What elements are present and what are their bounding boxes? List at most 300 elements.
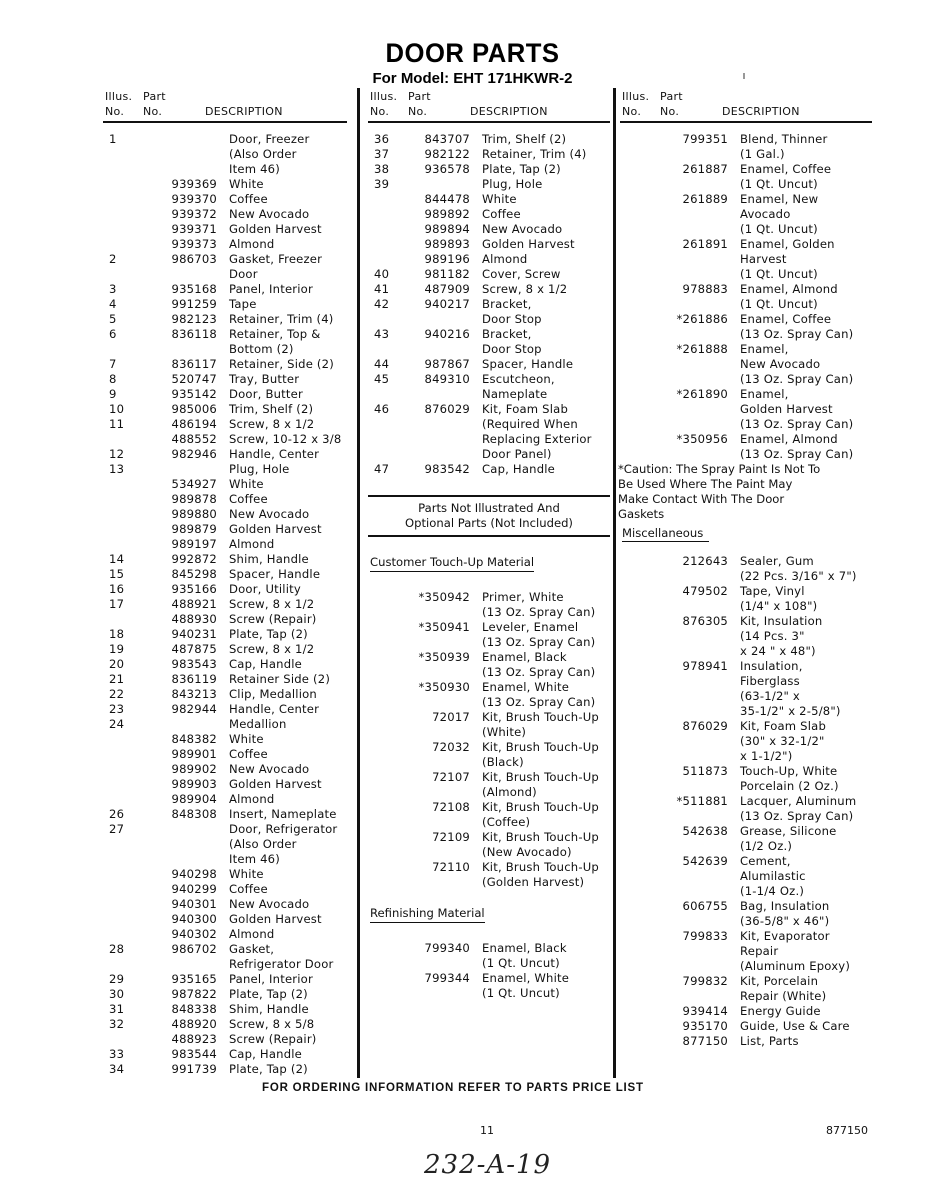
part-row: [105, 477, 347, 492]
part-row: [105, 912, 347, 927]
part-description: Tape: [229, 297, 257, 311]
part-description: Coffee: [229, 492, 268, 506]
header-rule: [620, 121, 872, 123]
part-row: [370, 941, 610, 971]
part-description: Enamel, Black (13 Oz. Spray Can): [482, 650, 596, 679]
part-number: 982123: [171, 312, 217, 326]
part-number: 72109: [432, 830, 470, 844]
column-divider: [613, 88, 616, 1078]
part-row: [105, 1062, 347, 1077]
part-number: 799351: [682, 132, 728, 146]
part-row: [622, 794, 872, 824]
part-description: Almond: [229, 237, 275, 251]
illus-number: 5: [109, 312, 117, 326]
part-description: Enamel, White (1 Qt. Uncut): [482, 971, 570, 1000]
part-number: 985006: [171, 402, 217, 416]
part-row: [370, 207, 610, 222]
part-number: 488920: [171, 1017, 217, 1031]
part-number: 940231: [171, 627, 217, 641]
part-description: Coffee: [482, 207, 521, 221]
part-row: [370, 800, 610, 830]
part-description: Golden Harvest: [229, 522, 322, 536]
illus-number: 16: [109, 582, 125, 596]
part-row: [105, 822, 347, 867]
illus-number: 38: [374, 162, 390, 176]
part-number: 799833: [682, 929, 728, 943]
part-row: [105, 507, 347, 522]
header-description: DESCRIPTION: [470, 105, 548, 118]
part-row: [370, 192, 610, 207]
part-row: [105, 897, 347, 912]
part-row: [105, 552, 347, 567]
part-description: Door, Freezer (Also Order Item 46): [229, 132, 310, 176]
header-part: Part: [408, 90, 431, 103]
header-part-no: No.: [408, 105, 428, 118]
part-description: Shim, Handle: [229, 1002, 309, 1016]
part-description: Almond: [229, 537, 275, 551]
part-description: Golden Harvest: [482, 237, 575, 251]
part-description: Cap, Handle: [229, 657, 303, 671]
part-row: [370, 237, 610, 252]
part-row: [370, 132, 610, 147]
part-number: 488923: [171, 1032, 217, 1046]
part-row: [370, 770, 610, 800]
part-row: [105, 312, 347, 327]
part-number: *350942: [418, 590, 470, 604]
part-row: [622, 554, 872, 584]
part-row: [370, 971, 610, 1001]
part-number: 986703: [171, 252, 217, 266]
part-description: Coffee: [229, 192, 268, 206]
part-number: 72108: [432, 800, 470, 814]
touchup-list: [370, 590, 610, 890]
part-number: 876029: [682, 719, 728, 733]
illus-number: 10: [109, 402, 125, 416]
part-row: [370, 267, 610, 282]
part-description: White: [229, 177, 264, 191]
part-number: 486194: [171, 417, 217, 431]
part-description: Panel, Interior: [229, 972, 313, 986]
column-header: [622, 90, 872, 122]
part-number: 72017: [432, 710, 470, 724]
part-row: [622, 614, 872, 659]
part-row: [622, 432, 872, 462]
part-number: 987867: [424, 357, 470, 371]
illus-number: 41: [374, 282, 390, 296]
illus-number: 27: [109, 822, 125, 836]
header-part: Part: [143, 90, 166, 103]
header-rule: [103, 121, 347, 123]
part-row: [370, 177, 610, 192]
part-number: 836119: [171, 672, 217, 686]
part-number: 939372: [171, 207, 217, 221]
part-description: Plate, Tap (2): [229, 1062, 308, 1076]
part-row: [622, 824, 872, 854]
part-row: [105, 1017, 347, 1032]
part-number: 989904: [171, 792, 217, 806]
part-description: Energy Guide: [740, 1004, 821, 1018]
part-description: Kit, Insulation (14 Pcs. 3" x 24 " x 48"): [740, 614, 823, 658]
part-number: 939414: [682, 1004, 728, 1018]
part-number: 848382: [171, 732, 217, 746]
part-row: [105, 567, 347, 582]
part-description: Handle, Center: [229, 702, 320, 716]
touchup-section-title: Customer Touch-Up Material: [370, 555, 534, 572]
not-illustrated-note: Parts Not Illustrated And Optional Parts (Not Included): [368, 495, 610, 537]
column-header: [370, 90, 610, 122]
part-description: Touch-Up, White Porcelain (2 Oz.): [740, 764, 839, 793]
part-description: Escutcheon, Nameplate: [482, 372, 555, 401]
part-description: Kit, Brush Touch-Up (Golden Harvest): [482, 860, 599, 889]
part-description: Coffee: [229, 747, 268, 761]
illus-number: 32: [109, 1017, 125, 1031]
part-row: [105, 777, 347, 792]
part-description: Grease, Silicone (1/2 Oz.): [740, 824, 837, 853]
part-description: Screw, 8 x 1/2: [482, 282, 568, 296]
illus-number: 9: [109, 387, 117, 401]
part-description: Cap, Handle: [482, 462, 556, 476]
part-row: [370, 252, 610, 267]
part-row: [370, 620, 610, 650]
part-row: [105, 987, 347, 1002]
illus-number: 15: [109, 567, 125, 581]
part-description: Enamel, Almond (13 Oz. Spray Can): [740, 432, 854, 461]
part-description: Door, Butter: [229, 387, 303, 401]
part-number: 989892: [424, 207, 470, 221]
part-description: Kit, Porcelain Repair (White): [740, 974, 827, 1003]
part-row: [105, 1032, 347, 1047]
part-description: Medallion: [229, 717, 287, 731]
part-description: Enamel, White (13 Oz. Spray Can): [482, 680, 596, 709]
parts-column-3: [618, 90, 872, 1049]
part-number: 843707: [424, 132, 470, 146]
part-description: Retainer, Top & Bottom (2): [229, 327, 321, 356]
part-row: [105, 867, 347, 882]
part-description: Plate, Tap (2): [229, 987, 308, 1001]
part-row: [622, 1034, 872, 1049]
part-number: 606755: [682, 899, 728, 913]
part-description: Trim, Shelf (2): [482, 132, 567, 146]
part-row: [370, 830, 610, 860]
part-number: 940217: [424, 297, 470, 311]
part-description: Kit, Brush Touch-Up (Almond): [482, 770, 599, 799]
part-number: 72107: [432, 770, 470, 784]
part-number: 488552: [171, 432, 217, 446]
part-number: 487875: [171, 642, 217, 656]
part-description: Lacquer, Aluminum (13 Oz. Spray Can): [740, 794, 857, 823]
part-row: [105, 282, 347, 297]
part-number: 991739: [171, 1062, 217, 1076]
page-title: DOOR PARTS: [385, 38, 560, 68]
part-row: [370, 222, 610, 237]
part-row: [105, 387, 347, 402]
part-row: [105, 1047, 347, 1062]
part-description: Cement, Alumilastic (1-1/4 Oz.): [740, 854, 806, 898]
part-description: Bracket, Door Stop: [482, 327, 542, 356]
part-number: 982946: [171, 447, 217, 461]
part-row: [370, 327, 610, 357]
part-number: 935170: [682, 1019, 728, 1033]
part-number: 989903: [171, 777, 217, 791]
illus-number: 34: [109, 1062, 125, 1076]
part-number: 479502: [682, 584, 728, 598]
part-description: Cover, Screw: [482, 267, 561, 281]
part-description: Enamel, Black (1 Qt. Uncut): [482, 941, 567, 970]
part-number: 876029: [424, 402, 470, 416]
part-row: [105, 807, 347, 822]
part-row: [622, 1019, 872, 1034]
part-row: [370, 860, 610, 890]
part-description: Tray, Butter: [229, 372, 300, 386]
part-number: 542638: [682, 824, 728, 838]
misc-section-title: Miscellaneous: [622, 526, 709, 542]
part-row: [622, 132, 872, 162]
part-row: [105, 207, 347, 222]
part-number: 982122: [424, 147, 470, 161]
scan-mark: [743, 73, 745, 79]
part-description: Golden Harvest: [229, 777, 322, 791]
part-description: Kit, Foam Slab (30" x 32-1/2" x 1-1/2"): [740, 719, 827, 763]
part-row: [105, 192, 347, 207]
part-number: 935142: [171, 387, 217, 401]
part-row: [622, 282, 872, 312]
part-number: 848338: [171, 1002, 217, 1016]
part-number: 989902: [171, 762, 217, 776]
part-description: Spacer, Handle: [482, 357, 574, 371]
part-row: [105, 327, 347, 357]
part-row: [105, 972, 347, 987]
part-row: [105, 732, 347, 747]
part-row: [105, 177, 347, 192]
part-description: Enamel, New Avocado (13 Oz. Spray Can): [740, 342, 854, 386]
part-number: 982944: [171, 702, 217, 716]
part-number: 939369: [171, 177, 217, 191]
part-number: 261889: [682, 192, 728, 206]
part-row: [370, 462, 610, 477]
part-number: 989879: [171, 522, 217, 536]
part-row: [105, 132, 347, 177]
part-description: Almond: [229, 792, 275, 806]
part-number: 935166: [171, 582, 217, 596]
document-number: 877150: [826, 1124, 868, 1137]
part-row: [105, 462, 347, 477]
part-number: 991259: [171, 297, 217, 311]
illus-number: 18: [109, 627, 125, 641]
illus-number: 2: [109, 252, 117, 266]
part-description: Plate, Tap (2): [482, 162, 561, 176]
refinishing-list: [370, 941, 610, 1001]
part-description: Kit, Foam Slab (Required When Replacing Exterior Door Panel): [482, 402, 592, 461]
illus-number: 4: [109, 297, 117, 311]
part-number: 983542: [424, 462, 470, 476]
part-description: Screw, 8 x 1/2: [229, 417, 315, 431]
part-description: Plate, Tap (2): [229, 627, 308, 641]
part-row: [105, 522, 347, 537]
part-number: 877150: [682, 1034, 728, 1048]
part-number: 261891: [682, 237, 728, 251]
illus-number: 36: [374, 132, 390, 146]
part-row: [105, 237, 347, 252]
part-row: [622, 1004, 872, 1019]
illus-number: 45: [374, 372, 390, 386]
part-number: 849310: [424, 372, 470, 386]
illus-number: 19: [109, 642, 125, 656]
part-row: [622, 764, 872, 794]
illus-number: 33: [109, 1047, 125, 1061]
illus-number: 12: [109, 447, 125, 461]
part-description: Shim, Handle: [229, 552, 309, 566]
part-row: [622, 162, 872, 192]
illus-number: 24: [109, 717, 125, 731]
part-row: [622, 237, 872, 282]
part-description: Door, Utility: [229, 582, 301, 596]
part-row: [370, 147, 610, 162]
part-description: White: [229, 477, 264, 491]
part-number: 989878: [171, 492, 217, 506]
header-illus-no: No.: [370, 105, 390, 118]
part-number: 986702: [171, 942, 217, 956]
part-number: *350956: [676, 432, 728, 446]
illus-number: 28: [109, 942, 125, 956]
part-number: 940216: [424, 327, 470, 341]
part-number: 799340: [424, 941, 470, 955]
part-description: Golden Harvest: [229, 912, 322, 926]
part-number: 992872: [171, 552, 217, 566]
part-description: Panel, Interior: [229, 282, 313, 296]
header-part-no: No.: [143, 105, 163, 118]
part-description: White: [229, 867, 264, 881]
handwritten-note: 232-A-19: [424, 1150, 552, 1180]
illus-number: 14: [109, 552, 125, 566]
part-number: 939370: [171, 192, 217, 206]
part-number: 987822: [171, 987, 217, 1001]
part-description: Plug, Hole: [482, 177, 543, 191]
part-row: [105, 747, 347, 762]
part-number: 989901: [171, 747, 217, 761]
caution-note: *Caution: The Spray Paint Is Not To Be Used Where The Paint May Make Contact With The Door Gaskets: [618, 462, 821, 521]
part-number: 72110: [432, 860, 470, 874]
parts-list: [622, 132, 872, 462]
part-row: [370, 590, 610, 620]
part-description: Screw, 8 x 1/2: [229, 642, 315, 656]
part-row: [622, 584, 872, 614]
misc-list: [622, 554, 872, 1049]
part-row: [105, 717, 347, 732]
part-description: Enamel, Golden Harvest (1 Qt. Uncut): [740, 237, 835, 281]
illus-number: 17: [109, 597, 125, 611]
part-row: [105, 537, 347, 552]
part-description: Screw (Repair): [229, 1032, 317, 1046]
part-row: [105, 417, 347, 432]
part-row: [105, 702, 347, 717]
part-row: [105, 687, 347, 702]
part-row: [622, 387, 872, 432]
part-number: *261888: [676, 342, 728, 356]
part-number: 845298: [171, 567, 217, 581]
illus-number: 42: [374, 297, 390, 311]
part-row: [370, 282, 610, 297]
part-number: 487909: [424, 282, 470, 296]
illus-number: 23: [109, 702, 125, 716]
part-number: *350941: [418, 620, 470, 634]
part-number: 978883: [682, 282, 728, 296]
part-number: 844478: [424, 192, 470, 206]
part-description: List, Parts: [740, 1034, 799, 1048]
part-row: [105, 372, 347, 387]
header-rule: [368, 121, 610, 123]
illus-number: 22: [109, 687, 125, 701]
part-description: Gasket, Refrigerator Door: [229, 942, 334, 971]
header-illus: Illus.: [105, 90, 133, 103]
part-number: *350939: [418, 650, 470, 664]
illus-number: 39: [374, 177, 390, 191]
column-header: [105, 90, 347, 122]
part-description: Retainer, Side (2): [229, 357, 334, 371]
part-number: 520747: [171, 372, 217, 386]
illus-number: 29: [109, 972, 125, 986]
part-description: Screw, 10-12 x 3/8: [229, 432, 342, 446]
part-row: [370, 372, 610, 402]
part-description: White: [482, 192, 517, 206]
header-description: DESCRIPTION: [722, 105, 800, 118]
part-description: Coffee: [229, 882, 268, 896]
part-number: 989894: [424, 222, 470, 236]
part-number: 836117: [171, 357, 217, 371]
part-row: [370, 357, 610, 372]
part-number: 212643: [682, 554, 728, 568]
part-row: [370, 740, 610, 770]
part-row: [105, 222, 347, 237]
illus-number: 26: [109, 807, 125, 821]
part-row: [622, 342, 872, 387]
part-description: Retainer, Trim (4): [229, 312, 334, 326]
column-divider: [357, 88, 360, 1078]
part-description: Kit, Brush Touch-Up (Black): [482, 740, 599, 769]
part-description: New Avocado: [229, 507, 310, 521]
part-number: *350930: [418, 680, 470, 694]
header-part-no: No.: [660, 105, 680, 118]
part-row: [622, 192, 872, 237]
part-description: Enamel, Almond (1 Qt. Uncut): [740, 282, 838, 311]
parts-column-2: [370, 90, 610, 1001]
part-number: 983543: [171, 657, 217, 671]
illus-number: 37: [374, 147, 390, 161]
header-part: Part: [660, 90, 683, 103]
illus-number: 30: [109, 987, 125, 1001]
illus-number: 40: [374, 267, 390, 281]
part-description: Screw, 8 x 5/8: [229, 1017, 315, 1031]
part-row: [105, 1002, 347, 1017]
part-number: *261890: [676, 387, 728, 401]
part-description: Blend, Thinner (1 Gal.): [740, 132, 828, 161]
part-description: Gasket, Freezer Door: [229, 252, 323, 281]
part-row: [622, 929, 872, 974]
part-row: [105, 792, 347, 807]
part-description: Almond: [229, 927, 275, 941]
part-description: Cap, Handle: [229, 1047, 303, 1061]
model-subtitle: For Model: EHT 171HKWR-2: [372, 70, 573, 87]
part-number: 940301: [171, 897, 217, 911]
part-number: 981182: [424, 267, 470, 281]
part-description: Insert, Nameplate: [229, 807, 337, 821]
refinishing-section-title: Refinishing Material: [370, 906, 485, 923]
part-description: Bag, Insulation (36-5/8" x 46"): [740, 899, 830, 928]
part-description: Sealer, Gum (22 Pcs. 3/16" x 7"): [740, 554, 857, 583]
ordering-note: FOR ORDERING INFORMATION REFER TO PARTS PRICE LIST: [262, 1082, 644, 1094]
part-number: 511873: [682, 764, 728, 778]
part-description: Plug, Hole: [229, 462, 290, 476]
part-description: New Avocado: [229, 207, 310, 221]
